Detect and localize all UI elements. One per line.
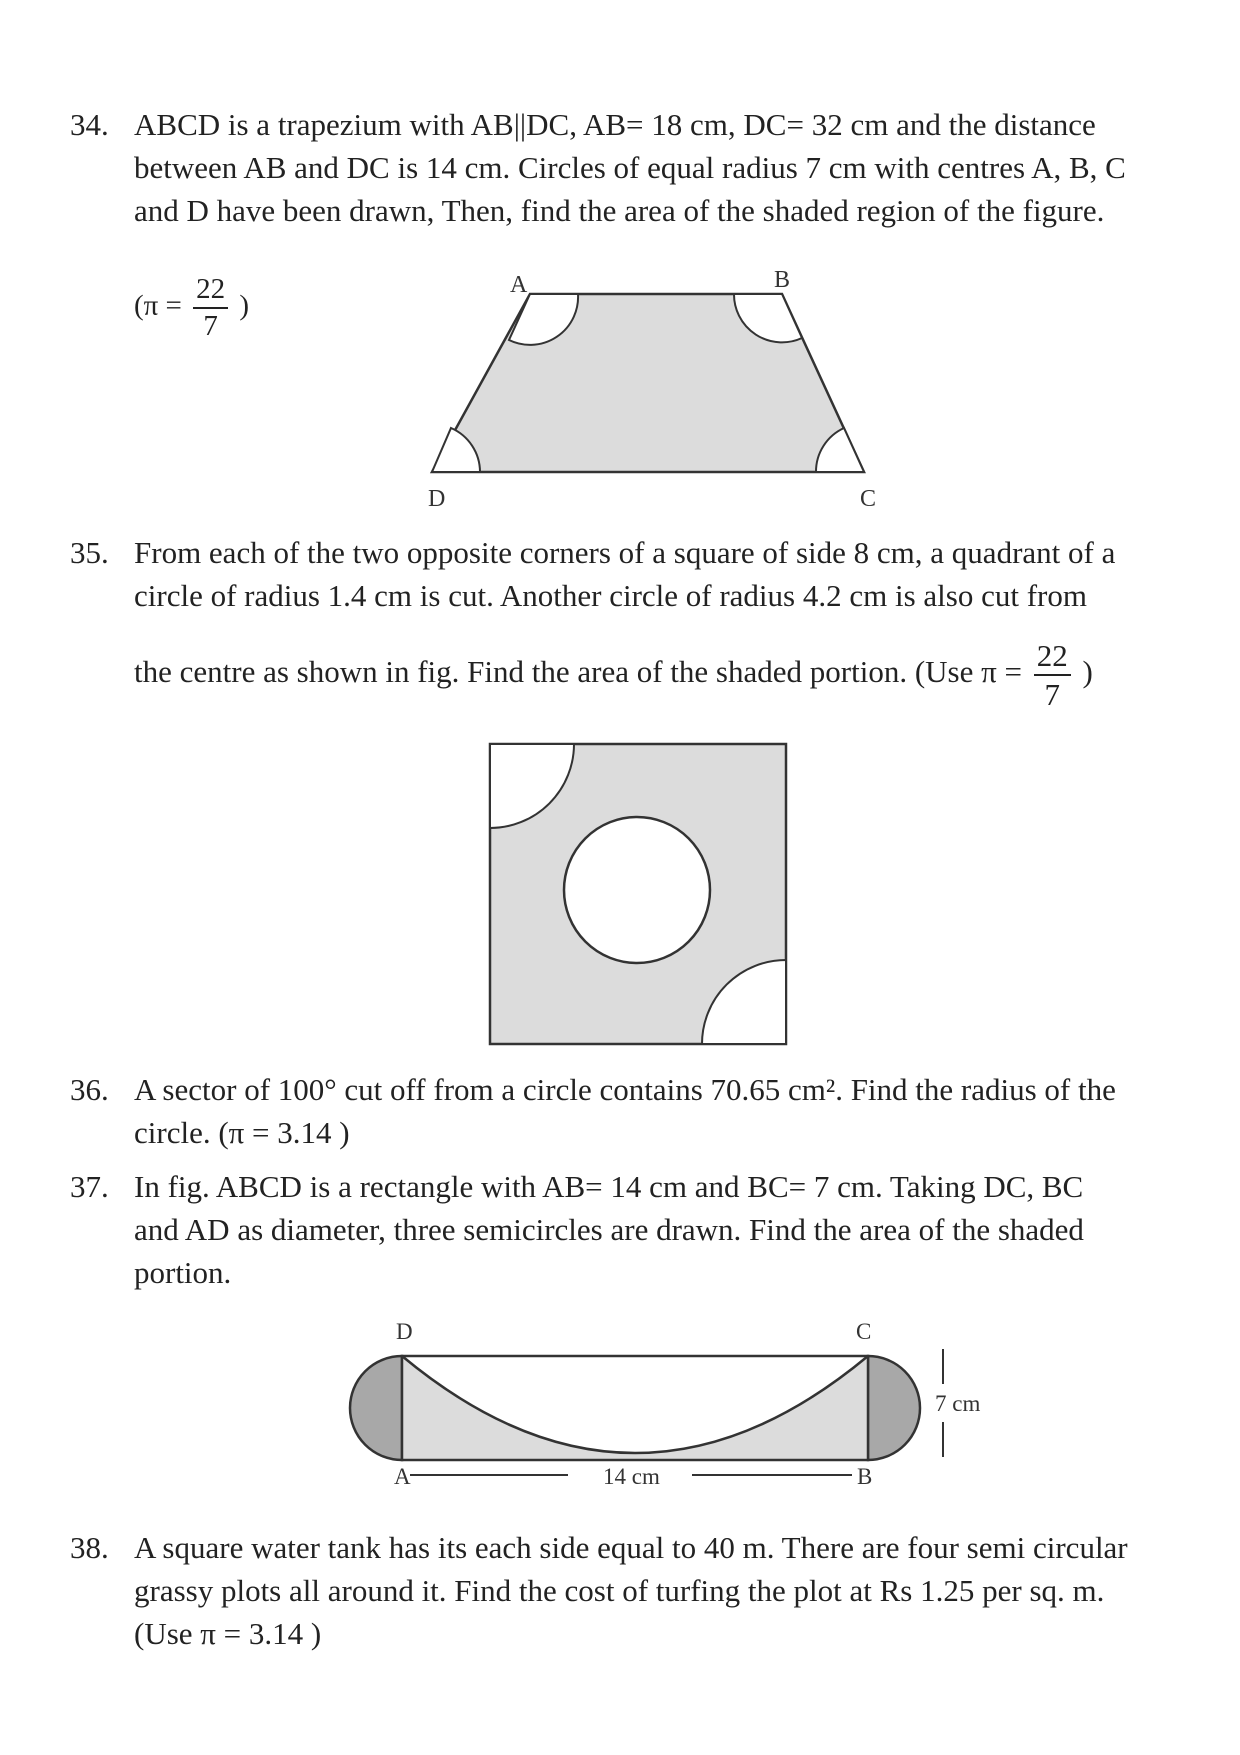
pi-numerator: 22	[193, 275, 228, 309]
pi-suffix: )	[1082, 654, 1093, 690]
question-36	[70, 1068, 1180, 1154]
pi-value-note	[134, 275, 249, 341]
length-label-7cm: 7 cm	[935, 1391, 981, 1416]
question-text-line: From each of the two opposite corners of a square of side 8 cm, a quadrant of a	[134, 535, 1116, 570]
vertex-label-b: B	[774, 267, 791, 293]
question-34	[70, 103, 1180, 232]
question-38	[70, 1526, 1180, 1655]
question-text-line: circle. (π = 3.14 )	[134, 1115, 350, 1150]
question-text-line: In fig. ABCD is a rectangle with AB= 14 cm and BC= 7 cm. Taking DC, BC	[134, 1169, 1084, 1204]
pi-numerator: 22	[1034, 640, 1071, 676]
pi-denominator: 7	[1044, 677, 1060, 712]
question-text-line: and AD as diameter, three semicircles are drawn. Find the area of the shaded	[134, 1212, 1084, 1247]
center-circle	[564, 817, 710, 963]
right-semicircle	[868, 1356, 920, 1460]
question-number: 37.	[70, 1169, 109, 1204]
left-semicircle	[350, 1356, 402, 1460]
length-label-14cm: 14 cm	[603, 1464, 660, 1489]
pi-fraction	[193, 275, 228, 341]
question-37	[70, 1165, 1180, 1294]
vertex-label-d: D	[396, 1319, 413, 1344]
pi-suffix: )	[239, 289, 250, 322]
question-35-continued	[70, 640, 1180, 710]
question-number: 36.	[70, 1072, 109, 1107]
rectangle-semicircles-figure	[340, 1315, 990, 1505]
trapezium-shaded-region	[432, 294, 864, 472]
vertex-label-d: D	[428, 486, 446, 512]
question-text-line: grassy plots all around it. Find the cost of turfing the plot at Rs 1.25 per sq. m.	[134, 1573, 1105, 1608]
square-figure	[488, 742, 788, 1046]
vertex-label-b: B	[857, 1464, 873, 1489]
question-number: 34.	[70, 107, 109, 142]
question-text-line: (Use π = 3.14 )	[134, 1616, 322, 1651]
pi-fraction	[1034, 640, 1071, 710]
question-text-line: circle of radius 1.4 cm is cut. Another circle of radius 4.2 cm is also cut from	[134, 578, 1087, 613]
question-text-line: ABCD is a trapezium with AB||DC, AB= 18 cm, DC= 32 cm and the distance	[134, 107, 1096, 142]
pi-prefix: (π =	[134, 289, 182, 322]
question-text-line: between AB and DC is 14 cm. Circles of equal radius 7 cm with centres A, B, C	[134, 150, 1126, 185]
question-text-line: portion.	[134, 1255, 232, 1290]
question-text-line: the centre as shown in fig. Find the area of the shaded portion. (Use π =	[134, 654, 1022, 690]
question-text-line: A sector of 100° cut off from a circle contains 70.65 cm². Find the radius of the	[134, 1072, 1116, 1107]
vertex-label-c: C	[856, 1319, 872, 1344]
vertex-label-a: A	[510, 272, 528, 298]
pi-denominator: 7	[203, 310, 218, 342]
question-number: 38.	[70, 1530, 109, 1565]
question-number: 35.	[70, 535, 109, 570]
vertex-label-c: C	[860, 486, 877, 512]
trapezium-figure	[380, 267, 880, 512]
question-text-line: and D have been drawn, Then, find the area of the shaded region of the figure.	[134, 193, 1105, 228]
question-text-line: A square water tank has its each side equal to 40 m. There are four semi circular	[134, 1530, 1128, 1565]
rectangle-shaded-region	[402, 1356, 868, 1460]
question-35	[70, 531, 1180, 617]
vertex-label-a: A	[394, 1464, 411, 1489]
